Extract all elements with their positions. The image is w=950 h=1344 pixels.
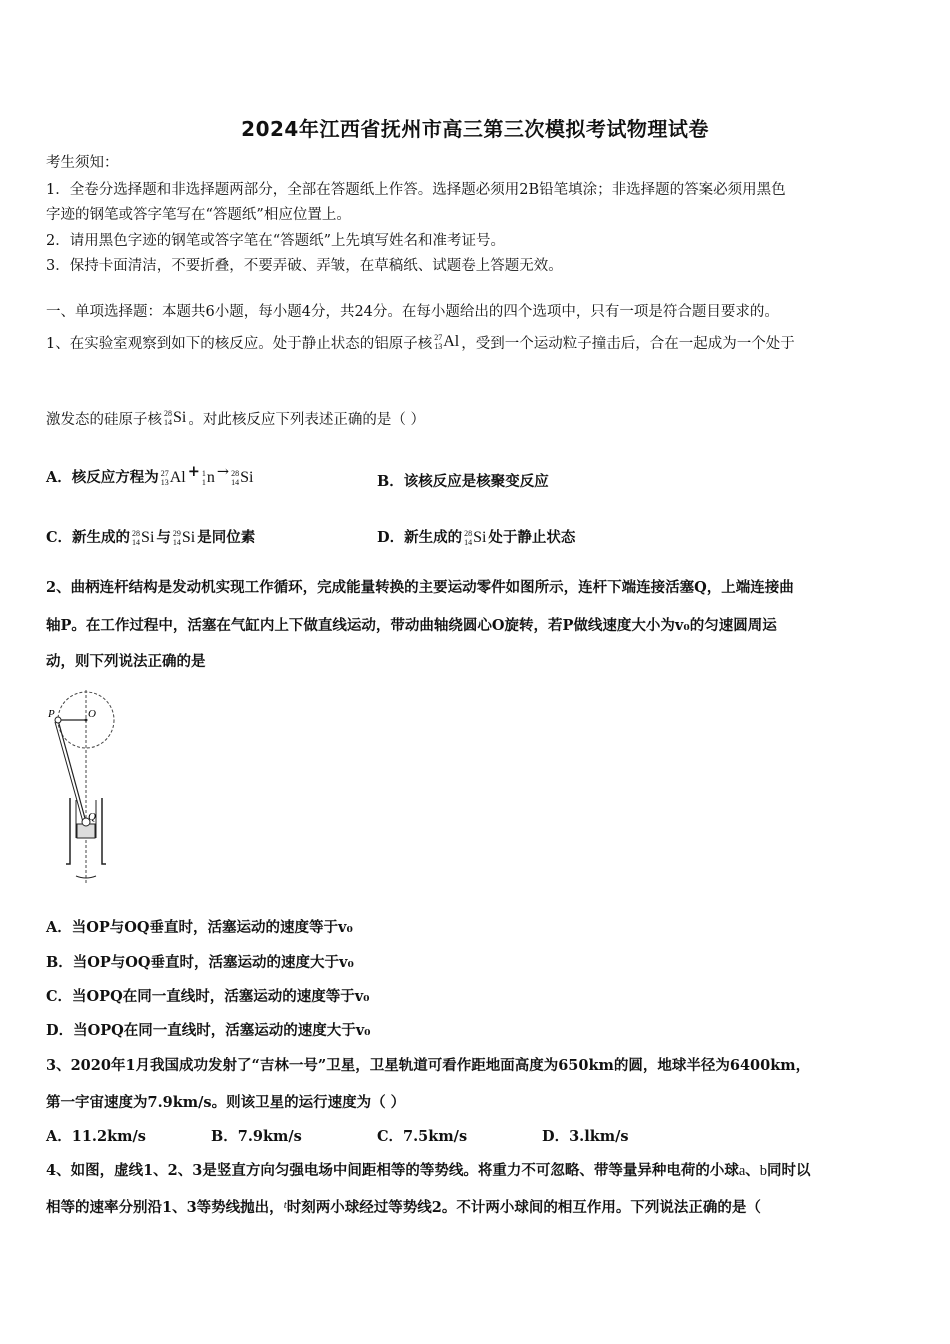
page-title: 2024年江西省抚州市高三第三次模拟考试物理试卷 [241,117,709,141]
pin-p [55,717,61,723]
notice-item: 3．保持卡面清洁，不要折叠，不要弄破、弄皱，在草稿纸、试题卷上答题无效。 [46,258,563,274]
label-p: P [48,708,55,720]
arrow: → [216,464,230,480]
section-heading: 一、单项选择题：本题共6小题，每小题4分，共24分。在每小题给出的四个选项中，只有一项是符合题目要求的。 [46,304,779,320]
label-o: O [88,708,96,720]
q1-option-c: C．新生成的 28 14 Si 与 29 14 Si 是同位素 [46,529,256,547]
q3-option-d: D．3.lkm/s [542,1128,629,1145]
notice-item: 1．全卷分选择题和非选择题两部分，全部在答题纸上作答。选择题必须用2B铅笔填涂；非选择题的答案必须用黑色 [46,182,786,198]
q2-option: D．当OPQ在同一直线时，活塞运动的速度大于v₀ [46,1022,371,1039]
q3-option-c: C．7.5km/s [377,1128,468,1145]
plus-sign: + [187,463,200,480]
si-nuclide: 28 14 Si [164,409,187,427]
q2-option: C．当OPQ在同一直线时，活塞运动的速度等于v₀ [46,988,370,1005]
q2-option: A．当OP与OQ垂直时，活塞运动的速度等于v₀ [46,919,353,936]
notice-item: 2．请用黑色字迹的钢笔或答字笔在“答题纸”上先填写姓名和准考证号。 [46,233,506,249]
q2-stem-line: 2、曲柄连杆结构是发动机实现工作循环，完成能量转换的主要运动零件如图所示，连杆下端连接活塞Q，上端连接曲 [46,579,794,596]
notice-heading: 考生须知： [46,155,119,171]
q4-stem-line2: 相等的速率分别沿1、3等势线抛出，$^t$时刻两小球经过等势线2。不计两小球间的相互作用。下列说法正确的是（ [46,1199,761,1216]
al-nuclide: 27 13 Al [160,469,186,487]
rod-line [58,720,86,822]
cylinder-right-wall [102,798,106,864]
q3-stem-line: 第一宇宙速度为7.9km/s。则该卫星的运行速度为（ ） [46,1094,406,1111]
si-nuclide: 28 14 Si [132,529,155,547]
al-nuclide: 27 13 Al [434,333,460,351]
si-nuclide: 28 14 Si [231,469,254,487]
q3-stem-line: 3、2020年1月我国成功发射了“吉林一号”卫星，卫星轨道可看作距地面高度为650km的圆，地球半径为6400km， [46,1057,811,1074]
q1-option-b: B．该核反应是核聚变反应 [377,473,549,490]
label-q: Q [88,811,96,823]
q1-option-d: D．新生成的 28 14 Si 处于静止状态 [377,529,576,547]
q4-stem-line1: 4、如图，虚线1、2、3是竖直方向匀强电场中间距相等的等势线。将重力不可忽略、带等量异种电荷的小球a、b同时以 [46,1162,811,1179]
q1-text: 激发态的硅原子核 [46,412,162,428]
q3-option-b: B．7.9km/s [211,1128,302,1145]
rod-line [55,722,83,822]
si29-nuclide: 29 14 Si [172,529,196,547]
q1-text: 1、在实验室观察到如下的核反应。处于静止状态的铝原子核 [46,336,433,352]
q2-stem-line: 轴P。在工作过程中，活塞在气缸内上下做直线运动，带动曲轴绕圆心O旋转，若P做线速度大小为v₀的匀速圆周运 [46,617,777,634]
q2-option: B．当OP与OQ垂直时，活塞运动的速度大于v₀ [46,954,354,971]
neutron: 1 1 n [201,469,215,487]
q2-stem-line: 动，则下列说法正确的是 [46,653,206,670]
notice-item: 字迹的钢笔或答字笔写在“答题纸”相应位置上。 [46,207,351,223]
q1-text: ，受到一个运动粒子撞击后，合在一起成为一个处于 [461,336,795,352]
crank-figure [42,688,122,888]
q3-option-a: A．11.2km/s [46,1128,146,1145]
q1-option-a: A．核反应方程为 27 13 Al + 1 1 n → 28 14 Si [46,463,254,487]
q1-stem-line1 [46,334,910,359]
q1-stem-line2 [46,410,910,435]
si-nuclide: 28 14 Si [464,529,487,547]
q1-text: 。对此核反应下列表述正确的是（ ） [188,412,425,428]
cylinder-left-wall [66,798,70,864]
